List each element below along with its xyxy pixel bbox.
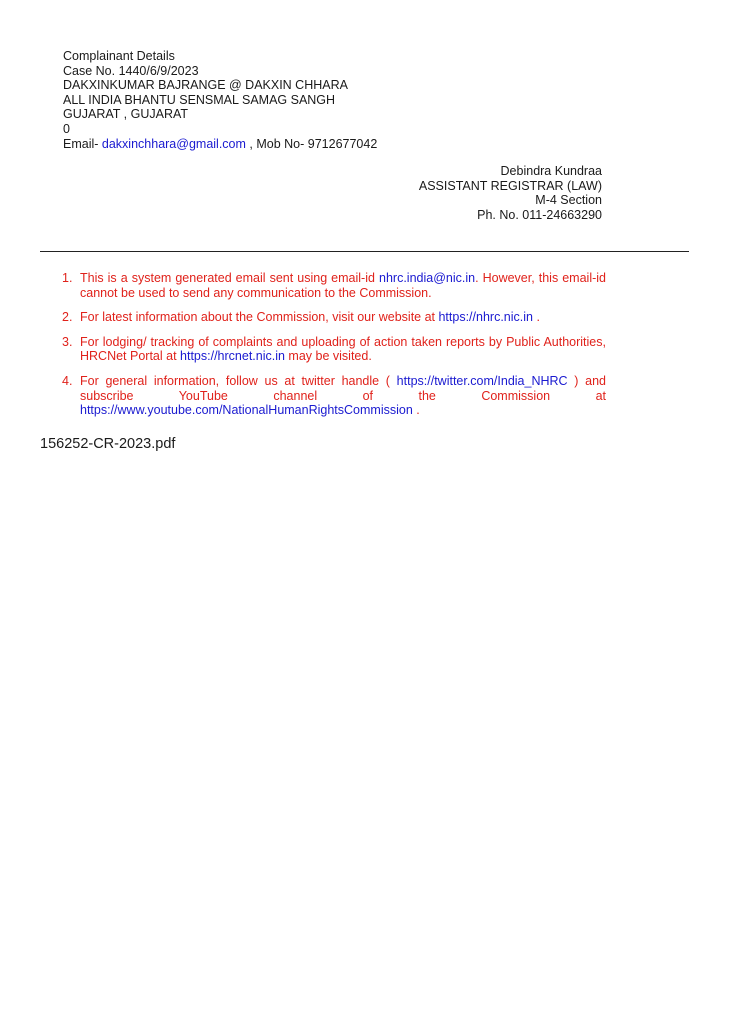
complainant-details [63, 49, 377, 151]
notes-list [58, 271, 606, 428]
list-item [58, 310, 606, 325]
youtube-link[interactable]: https://www.youtube.com/NationalHumanRightsCommission [80, 403, 413, 418]
nhrc-email-link[interactable]: nhrc.india@nic.in [379, 271, 476, 285]
mobile-number: , Mob No- 9712677042 [249, 136, 378, 151]
twitter-link[interactable]: https://twitter.com/India_NHRC [396, 373, 568, 388]
email-link[interactable]: dakxinchhara@gmail.com [101, 136, 246, 151]
list-item [58, 271, 606, 300]
complainant-name: DAKXINKUMAR BAJRANGE @ DAKXIN CHHARA [63, 78, 348, 93]
nhrc-website-link[interactable]: https://nhrc.nic.in [438, 310, 533, 325]
complainant-location: GUJARAT , GUJARAT [63, 107, 189, 122]
list-item [58, 335, 606, 364]
signatory-block [419, 164, 602, 222]
note-text: This is a system generated email sent using email-id [80, 271, 379, 285]
hrcnet-portal-link[interactable]: https://hrcnet.nic.in [180, 349, 285, 364]
note-number: 2. [62, 310, 73, 325]
note-text: . [412, 403, 420, 418]
contact-line [63, 137, 377, 152]
signatory-name: Debindra Kundraa [500, 164, 602, 178]
divider [40, 251, 689, 252]
note-text: ) and subscribe YouTube channel of the Commission at [80, 373, 606, 403]
complainant-pin: 0 [63, 121, 70, 136]
email-label: Email- [63, 136, 99, 151]
complainant-heading: Complainant Details [63, 49, 175, 63]
complainant-organisation: ALL INDIA BHANTU SENSMAL SAMAG SANGH [63, 92, 336, 107]
signatory-section: M-4 Section [535, 193, 602, 208]
note-text: For latest information about the Commission, visit our website at [80, 310, 439, 325]
list-item [58, 374, 606, 418]
attachment-filename[interactable]: 156252-CR-2023.pdf [40, 436, 176, 452]
case-number: Case No. 1440/6/9/2023 [63, 63, 199, 78]
signatory-designation: ASSISTANT REGISTRAR (LAW) [418, 178, 602, 193]
note-number: 1. [62, 271, 73, 285]
note-text: may be visited. [284, 349, 372, 364]
note-number: 3. [62, 334, 73, 349]
note-number: 4. [62, 373, 73, 388]
note-text: For lodging/ tracking of complaints and uploading of action taken reports by Public Authorities, HRCNet Portal at [80, 334, 606, 364]
note-text: . However, this email-id cannot be used to send any communication to the Commission. [80, 271, 606, 300]
signatory-phone: Ph. No. 011-24663290 [477, 207, 602, 222]
note-text: For general information, follow us at twitter handle ( [80, 373, 397, 388]
note-text: . [532, 310, 540, 325]
